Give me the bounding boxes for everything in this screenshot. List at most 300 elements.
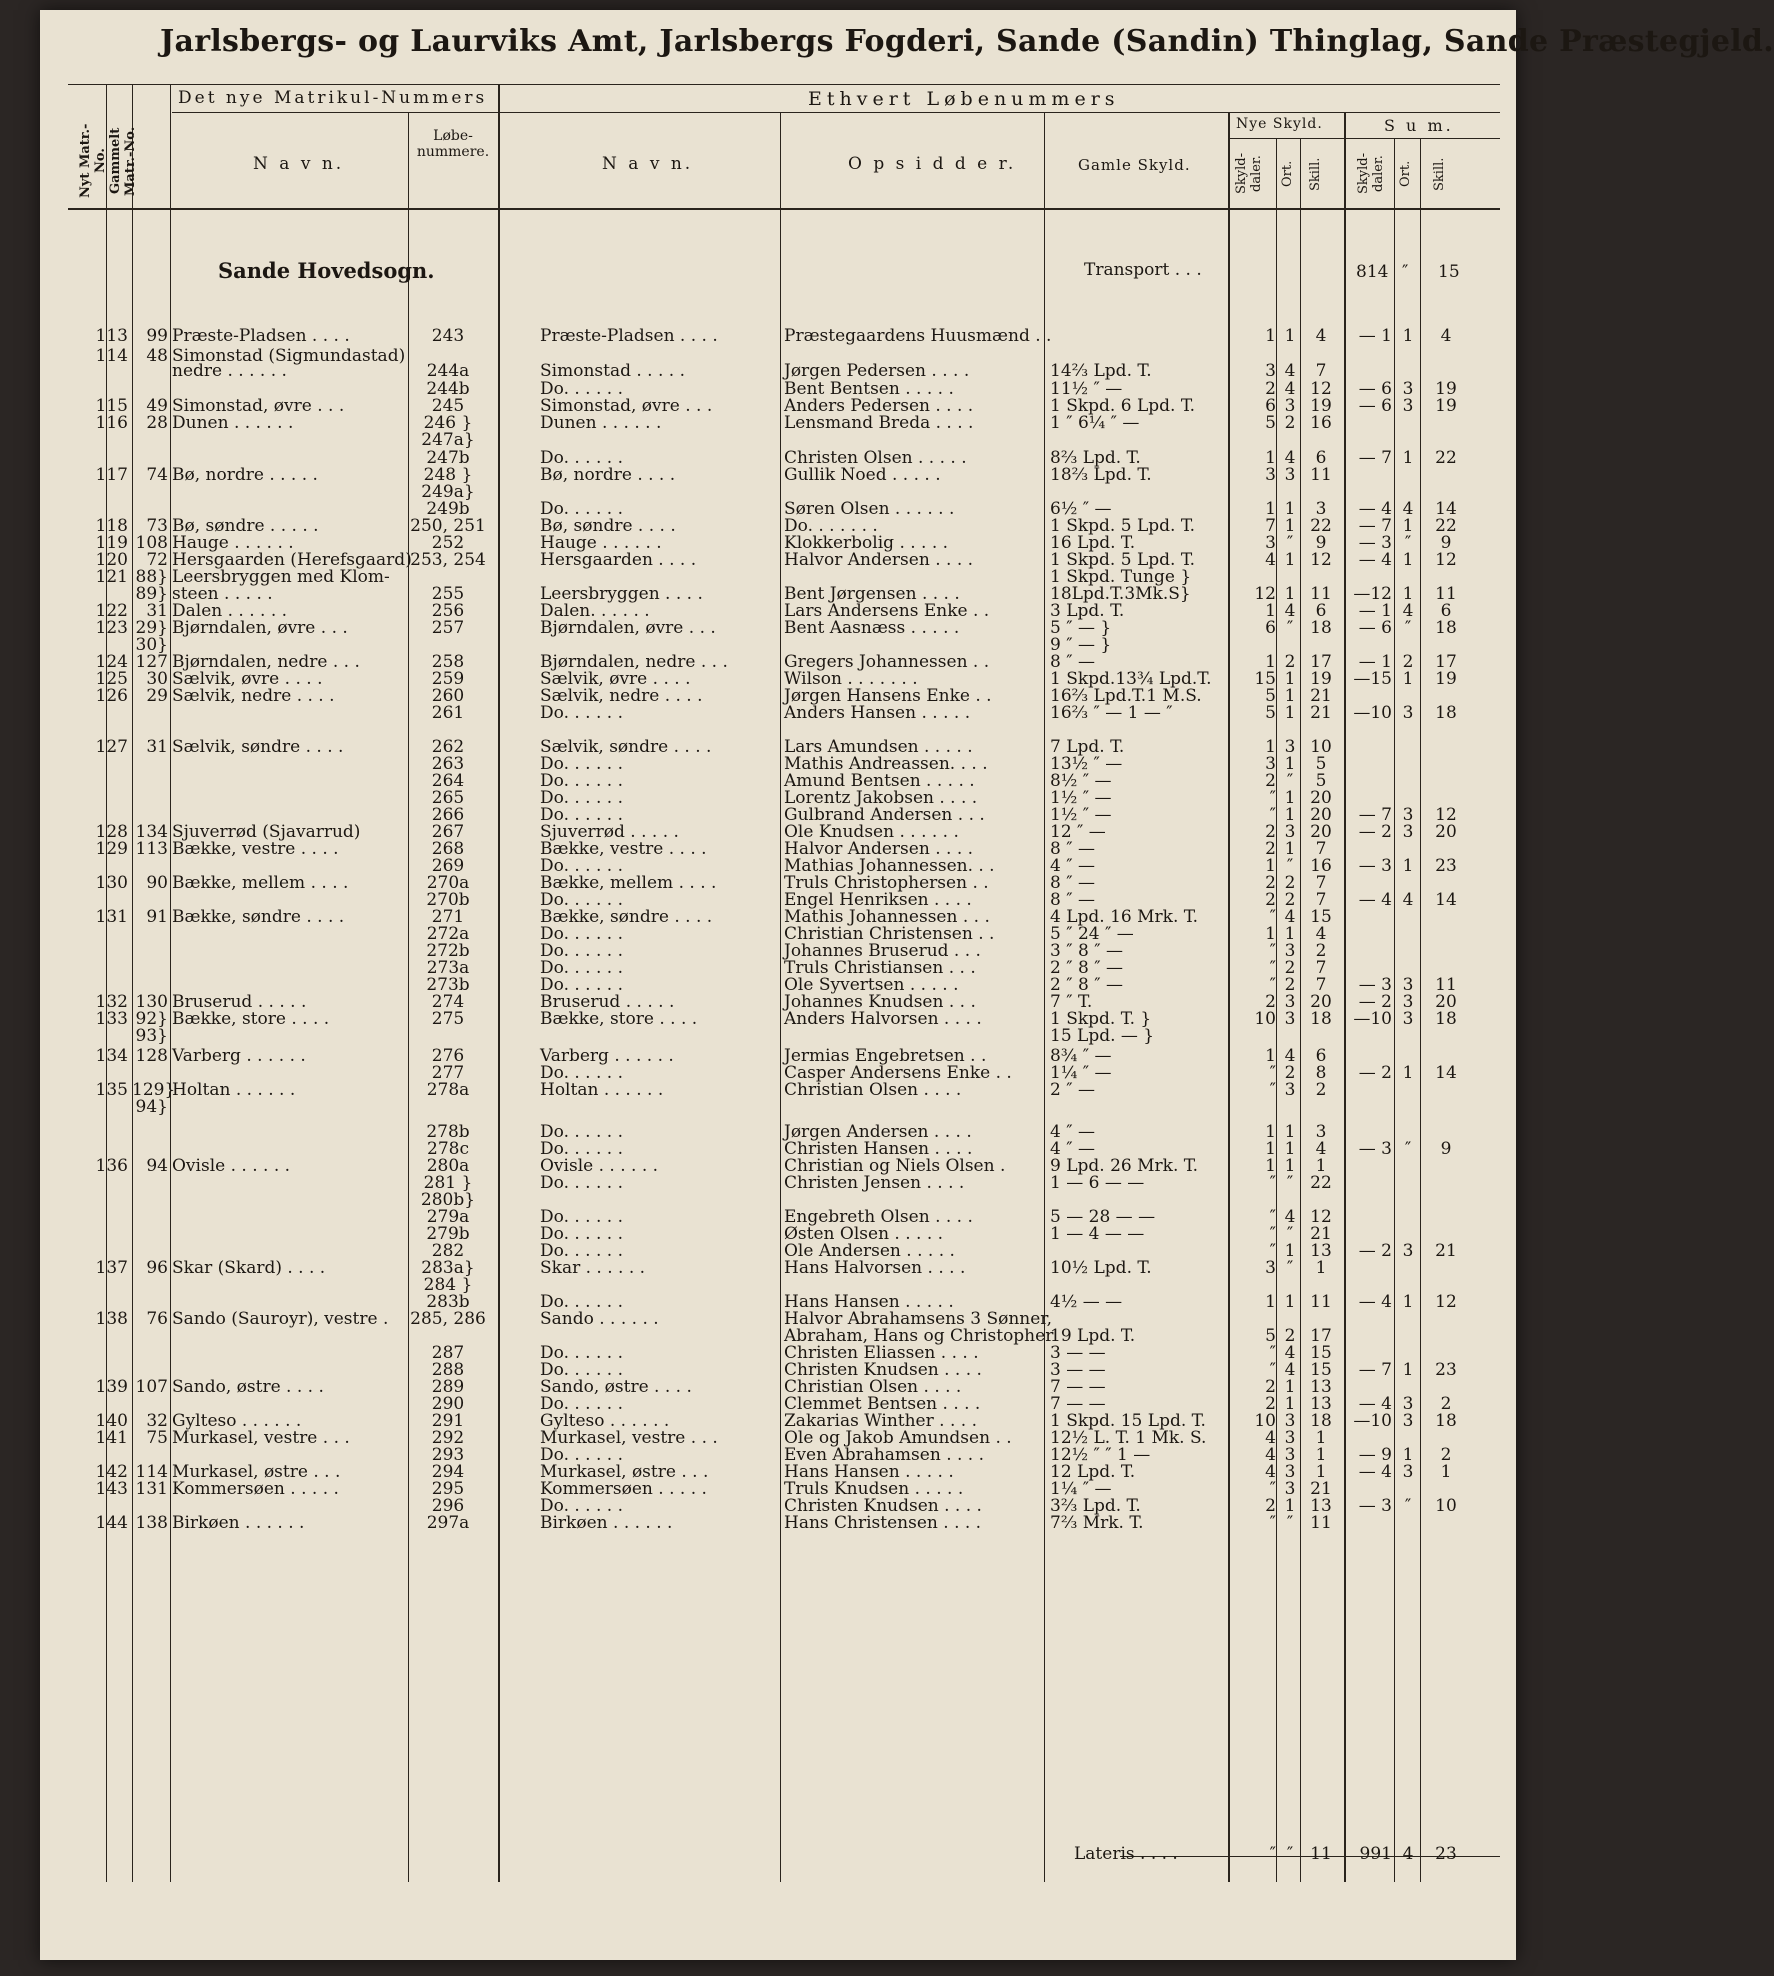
nye-skyld-daler: 1	[1265, 856, 1276, 876]
sum-skill: 9	[1440, 533, 1452, 553]
nye-skyld-ort: 3	[1284, 1428, 1296, 1448]
nye-skyld-daler: 4	[1265, 1428, 1276, 1448]
header-ethvert: Ethvert Løbenummers	[808, 88, 1120, 110]
sum-skill: 11	[1435, 975, 1457, 995]
nye-skyld-skill: 3	[1315, 1122, 1327, 1142]
gamle-skyld: 7⅔ Mrk. T.	[1050, 1513, 1144, 1533]
gamle-skyld: 19 Lpd. T.	[1050, 1326, 1136, 1346]
nye-skyld-daler: 2	[1265, 1394, 1276, 1414]
nye-skyld-daler: 10	[1254, 1009, 1276, 1029]
lateris-skill: 11	[1310, 1844, 1332, 1864]
nyt-matr-no: 138	[95, 1309, 128, 1329]
gammelt-matr-no: 94	[146, 1156, 168, 1176]
nye-skyld-daler: ″	[1269, 788, 1276, 808]
opsidder: Gullik Noed . . . . .	[784, 465, 941, 485]
matrikel-navn: Bø, søndre . . . . .	[172, 516, 319, 536]
opsidder: Præstegaardens Huusmænd . .	[784, 326, 1052, 346]
gamle-skyld: 5 — 28 — —	[1050, 1207, 1156, 1227]
gammelt-matr-no: 48	[146, 346, 168, 366]
matrikel-navn: Murkasel, østre . . .	[172, 1462, 341, 1482]
sum-skill: 2	[1440, 1394, 1452, 1414]
nye-skyld-skill: 7	[1315, 873, 1327, 893]
lobenummer-navn: Do. . . . . .	[540, 856, 624, 876]
lobenummer: 270a	[426, 873, 470, 893]
nye-skyld-daler: 4	[1265, 1445, 1276, 1465]
nye-skyld-skill: 7	[1315, 839, 1327, 859]
lateris-ort: ″	[1286, 1844, 1294, 1864]
nye-skyld-daler: 3	[1265, 533, 1276, 553]
nye-skyld-skill: 2	[1315, 1080, 1327, 1100]
opsidder: Christen Jensen . . . .	[784, 1173, 965, 1193]
lobenummer: 292	[431, 1428, 465, 1448]
nye-skyld-daler: ″	[1269, 907, 1276, 927]
opsidder: Jørgen Andersen . . . .	[784, 1122, 972, 1142]
nye-skyld-ort: ″	[1286, 618, 1294, 638]
lobenummer-navn: Do. . . . . .	[540, 1122, 624, 1142]
lobenummer: 279a	[426, 1207, 470, 1227]
opsidder: Østen Olsen . . . . .	[784, 1224, 944, 1244]
gamle-skyld: 12 ″ —	[1050, 822, 1106, 842]
lobenummer-navn: Dunen . . . . . .	[540, 413, 662, 433]
header-opsidder: O p s i d d e r.	[848, 154, 1017, 174]
nye-skyld-daler: 1	[1265, 924, 1276, 944]
table-row	[68, 703, 1500, 724]
nye-skyld-ort: 4	[1284, 448, 1296, 468]
opsidder: Johannes Knudsen . . .	[784, 992, 976, 1012]
gamle-skyld: 12 Lpd. T.	[1050, 1462, 1136, 1482]
lobenummer-navn: Do. . . . . .	[540, 499, 624, 519]
nyt-matr-no: 126	[95, 686, 128, 706]
sum-skill: 12	[1435, 805, 1457, 825]
nye-skyld-ort: 1	[1284, 1139, 1296, 1159]
lobenummer: 297a	[426, 1513, 470, 1533]
sum-daler: —10	[1353, 703, 1392, 723]
lobenummer: 277	[431, 1063, 465, 1083]
lobenummer: 276	[431, 1046, 465, 1066]
lobenummer-navn: Bø, nordre . . . .	[540, 465, 676, 485]
sum-skill: 10	[1435, 1496, 1457, 1516]
nyt-matr-no: 130	[95, 873, 128, 893]
gamle-skyld: 1 Skpd. 6 Lpd. T.	[1050, 396, 1196, 416]
nyt-matr-no: 128	[95, 822, 128, 842]
matrikel-navn: Sjuverrød (Sjavarrud)	[172, 822, 361, 842]
nye-skyld-skill: 13	[1310, 1377, 1332, 1397]
gamle-skyld: 1 Skpd. Tunge }	[1050, 567, 1192, 587]
gamle-skyld: 1¼ ″ —	[1050, 1063, 1112, 1083]
gammelt-matr-no: 94}	[135, 1097, 168, 1117]
gamle-skyld: 9 Lpd. 26 Mrk. T.	[1050, 1156, 1199, 1176]
sum-ort: 3	[1402, 805, 1414, 825]
table-row	[68, 1513, 1500, 1534]
lobenummer-navn: Do. . . . . .	[540, 379, 624, 399]
opsidder: Ole Knudsen . . . . . .	[784, 822, 959, 842]
nyt-matr-no: 127	[95, 737, 128, 757]
sum-daler: — 2	[1358, 822, 1392, 842]
nyt-matr-no: 133	[95, 1009, 128, 1029]
gamle-skyld: 3⅔ Lpd. T.	[1050, 1496, 1141, 1516]
nye-skyld-daler: 1	[1265, 737, 1276, 757]
matrikel-navn: nedre . . . . . .	[172, 361, 287, 381]
lobenummer-navn: Bække, mellem . . . .	[540, 873, 717, 893]
sum-ort: ″	[1404, 533, 1412, 553]
opsidder: Hans Halvorsen . . . .	[784, 1258, 966, 1278]
lobenummer-navn: Do. . . . . .	[540, 1360, 624, 1380]
opsidder: Amund Bentsen . . . . .	[784, 771, 975, 791]
gamle-skyld: 8¾ ″ —	[1050, 1046, 1112, 1066]
matrikel-navn: Dunen . . . . . .	[172, 413, 294, 433]
nye-skyld-daler: 5	[1265, 413, 1276, 433]
nye-skyld-daler: 2	[1265, 379, 1276, 399]
nye-skyld-skill: 12	[1310, 1207, 1332, 1227]
sum-daler: — 6	[1358, 618, 1392, 638]
opsidder: Engel Henriksen . . . .	[784, 890, 972, 910]
sum-daler: —15	[1353, 669, 1392, 689]
nye-skyld-ort: 1	[1284, 1292, 1296, 1312]
nye-skyld-skill: 18	[1310, 1411, 1332, 1431]
sum-skill: 22	[1435, 448, 1457, 468]
lobenummer-navn: Do. . . . . .	[540, 1292, 624, 1312]
page-title: Jarlsbergs- og Laurviks Amt, Jarlsbergs Fogderi, Sande (Sandin) Thinglag, Sande Præstegjeld.	[160, 24, 1774, 59]
sum-skill: 23	[1435, 1360, 1457, 1380]
nyt-matr-no: 136	[95, 1156, 128, 1176]
lobenummer: 275	[431, 1009, 465, 1029]
lobenummer: 273a	[426, 958, 470, 978]
sum-skill: 6	[1440, 601, 1452, 621]
lobenummer: 291	[431, 1411, 465, 1431]
lobenummer: 274	[431, 992, 465, 1012]
nye-skyld-skill: 18	[1310, 618, 1332, 638]
lobenummer-navn: Gylteso . . . . . .	[540, 1411, 670, 1431]
lobenummer: 247b	[426, 448, 470, 468]
nye-skyld-skill: 15	[1310, 1360, 1332, 1380]
opsidder: Even Abrahamsen . . . .	[784, 1445, 985, 1465]
matrikel-navn: Holtan . . . . . .	[172, 1080, 296, 1100]
gamle-skyld: 18Lpd.T.3Mk.S}	[1050, 584, 1191, 604]
lobenummer: 272b	[426, 941, 470, 961]
nye-skyld-skill: 15	[1310, 1343, 1332, 1363]
nye-skyld-ort: 3	[1284, 822, 1296, 842]
lobenummer: 287	[431, 1343, 465, 1363]
gammelt-matr-no: 96	[146, 1258, 168, 1278]
lobenummer: 245	[431, 396, 465, 416]
gamle-skyld: 8 ″ —	[1050, 873, 1095, 893]
opsidder: Bent Bentsen . . . . .	[784, 379, 954, 399]
sum-skill: 19	[1435, 669, 1457, 689]
lobenummer: 246 }	[423, 413, 473, 433]
nye-skyld-daler: 2	[1265, 839, 1276, 859]
nyt-matr-no: 122	[95, 601, 128, 621]
lobenummer-navn: Birkøen . . . . . .	[540, 1513, 673, 1533]
gammelt-matr-no: 131	[135, 1479, 168, 1499]
nye-skyld-skill: 3	[1315, 499, 1327, 519]
lobenummer: 295	[431, 1479, 465, 1499]
sum-ort: 1	[1402, 1360, 1414, 1380]
nye-skyld-skill: 5	[1315, 754, 1327, 774]
nye-skyld-daler: 12	[1254, 584, 1276, 604]
nye-skyld-ort: ″	[1286, 1224, 1294, 1244]
gamle-skyld: 8½ ″ —	[1050, 771, 1112, 791]
opsidder: Casper Andersens Enke . .	[784, 1063, 1012, 1083]
gamle-skyld: 2 ″ 8 ″ —	[1050, 958, 1123, 978]
nyt-matr-no: 123	[95, 618, 128, 638]
sum-skill: 2	[1440, 1445, 1452, 1465]
opsidder: Mathis Andreassen. . . .	[784, 754, 988, 774]
nye-skyld-skill: 4	[1315, 924, 1327, 944]
lobenummer-navn: Do. . . . . .	[540, 703, 624, 723]
nye-skyld-skill: 20	[1310, 805, 1332, 825]
nye-skyld-daler: ″	[1269, 1343, 1276, 1363]
lobenummer-navn: Do. . . . . .	[540, 788, 624, 808]
lobenummer: 284 }	[423, 1275, 473, 1295]
gammelt-matr-no: 75	[146, 1428, 168, 1448]
nye-skyld-ort: 4	[1284, 361, 1296, 381]
sum-daler: — 3	[1358, 975, 1392, 995]
gammelt-matr-no: 107	[135, 1377, 168, 1397]
nye-skyld-ort: 2	[1284, 890, 1296, 910]
opsidder: Christian og Niels Olsen .	[784, 1156, 1006, 1176]
gamle-skyld: 4 ″ —	[1050, 1139, 1095, 1159]
gammelt-matr-no: 32	[146, 1411, 168, 1431]
nye-skyld-skill: 11	[1310, 584, 1332, 604]
nyt-matr-no: 137	[95, 1258, 128, 1278]
matrikel-navn: Bjørndalen, nedre . . .	[172, 652, 360, 672]
sum-skill: 22	[1435, 516, 1457, 536]
opsidder: Jermias Engebretsen . .	[784, 1046, 987, 1066]
nye-skyld-daler: 1	[1265, 601, 1276, 621]
lobenummer: 266	[431, 805, 465, 825]
nyt-matr-no: 114	[95, 346, 128, 366]
nye-skyld-daler: 1	[1265, 1122, 1276, 1142]
opsidder: Gregers Johannessen . .	[784, 652, 990, 672]
opsidder: Christen Knudsen . . . .	[784, 1496, 982, 1516]
sum-daler: — 7	[1358, 516, 1392, 536]
opsidder: Mathis Johannessen . . .	[784, 907, 990, 927]
lobenummer-navn: Murkasel, vestre . . .	[540, 1428, 718, 1448]
lobenummer-navn: Do. . . . . .	[540, 448, 624, 468]
sum-ort: 4	[1402, 601, 1414, 621]
opsidder: Clemmet Bentsen . . . .	[784, 1394, 981, 1414]
matrikel-navn: Bække, store . . . .	[172, 1009, 330, 1029]
nyt-matr-no: 120	[95, 550, 128, 570]
sum-daler: — 4	[1358, 499, 1392, 519]
lobenummer: 282	[431, 1241, 465, 1261]
sum-daler: — 7	[1358, 1360, 1392, 1380]
lobenummer: 243	[431, 326, 465, 346]
opsidder: Hans Hansen . . . . .	[784, 1462, 954, 1482]
matrikel-navn: Gylteso . . . . . .	[172, 1411, 302, 1431]
ledger-page	[40, 10, 1774, 1960]
header-nye-skyld: Nye Skyld.	[1236, 116, 1323, 132]
gammelt-matr-no: 31	[146, 601, 168, 621]
sum-ort: 1	[1402, 669, 1414, 689]
gammelt-matr-no: 91	[146, 907, 168, 927]
lobenummer-navn: Hersgaarden . . . .	[540, 550, 697, 570]
nye-skyld-skill: 1	[1315, 1156, 1327, 1176]
nye-skyld-ort: ″	[1286, 856, 1294, 876]
gamle-skyld: 3 — —	[1050, 1343, 1106, 1363]
lobenummer: 273b	[426, 975, 470, 995]
gamle-skyld: 2 ″ 8 ″ —	[1050, 975, 1123, 995]
gammelt-matr-no: 114	[135, 1462, 168, 1482]
header-lobenummere: Løbe-nummere.	[416, 128, 490, 160]
nye-skyld-daler: ″	[1269, 1224, 1276, 1244]
opsidder: Hans Hansen . . . . .	[784, 1292, 954, 1312]
nye-skyld-daler: 1	[1265, 448, 1276, 468]
gamle-skyld: 7 — —	[1050, 1377, 1106, 1397]
matrikel-navn: Dalen . . . . . .	[172, 601, 288, 621]
matrikel-navn: Præste-Pladsen . . . .	[172, 326, 350, 346]
opsidder: Ole Andersen . . . . .	[784, 1241, 955, 1261]
nye-skyld-daler: 5	[1265, 686, 1276, 706]
gamle-skyld: 4 Lpd. 16 Mrk. T.	[1050, 907, 1199, 927]
sum-daler: —12	[1353, 584, 1392, 604]
sum-ort: 3	[1402, 1394, 1414, 1414]
opsidder: Ole og Jakob Amundsen . .	[784, 1428, 1012, 1448]
sum-ort: 1	[1402, 584, 1414, 604]
nye-skyld-daler: 2	[1265, 1377, 1276, 1397]
nyt-matr-no: 113	[95, 326, 128, 346]
lobenummer: 260	[431, 686, 465, 706]
gamle-skyld: 5 ″ 24 ″ —	[1050, 924, 1134, 944]
nye-skyld-skill: 7	[1315, 361, 1327, 381]
lobenummer-navn: Sælvik, søndre . . . .	[540, 737, 712, 757]
nye-skyld-daler: ″	[1269, 1479, 1276, 1499]
nye-skyld-skill: 9	[1315, 533, 1327, 553]
sum-ort: 1	[1402, 448, 1414, 468]
sum-daler: — 1	[1358, 652, 1392, 672]
gammelt-matr-no: 73	[146, 516, 168, 536]
opsidder: Christian Christensen . .	[784, 924, 995, 944]
lobenummer-navn: Bjørndalen, nedre . . .	[540, 652, 728, 672]
nye-skyld-skill: 15	[1310, 907, 1332, 927]
matrikel-navn: Bække, søndre . . . .	[172, 907, 345, 927]
matrikel-navn: Sando, østre . . . .	[172, 1377, 324, 1397]
lobenummer: 261	[431, 703, 465, 723]
nye-skyld-daler: ″	[1269, 1513, 1276, 1533]
lobenummer: 262	[431, 737, 465, 757]
nyt-matr-no: 131	[95, 907, 128, 927]
nye-skyld-daler: ″	[1269, 1080, 1276, 1100]
opsidder: Klokkerbolig . . . . .	[784, 533, 949, 553]
nyt-matr-no: 139	[95, 1377, 128, 1397]
nye-skyld-skill: 18	[1310, 1009, 1332, 1029]
gammelt-matr-no: 49	[146, 396, 168, 416]
nye-skyld-skill: 6	[1315, 601, 1327, 621]
nye-skyld-daler: ″	[1269, 1173, 1276, 1193]
sum-ort: 3	[1402, 992, 1414, 1012]
nye-skyld-ort: 3	[1284, 1411, 1296, 1431]
matrikel-navn: Simonstad, øvre . . .	[172, 396, 345, 416]
sum-daler: — 1	[1358, 326, 1392, 346]
gamle-skyld: 15 Lpd. — }	[1050, 1026, 1155, 1046]
nye-skyld-daler: 2	[1265, 771, 1276, 791]
nye-skyld-daler: 1	[1265, 499, 1276, 519]
lateris-sum-ort: 4	[1402, 1844, 1414, 1864]
nye-skyld-daler: 1	[1265, 1156, 1276, 1176]
sum-ort: 1	[1402, 326, 1414, 346]
nye-skyld-skill: 17	[1310, 652, 1332, 672]
nye-skyld-skill: 19	[1310, 396, 1332, 416]
lobenummer-navn: Do. . . . . .	[540, 771, 624, 791]
nyt-matr-no: 144	[95, 1513, 128, 1533]
sum-ort: ″	[1404, 1496, 1412, 1516]
lobenummer-navn: Sjuverrød . . . . .	[540, 822, 679, 842]
sum-daler: — 3	[1358, 1139, 1392, 1159]
nye-skyld-ort: 4	[1284, 1360, 1296, 1380]
sum-skill: 4	[1440, 326, 1452, 346]
nye-skyld-skill: 21	[1310, 686, 1332, 706]
sum-ort: 1	[1402, 1292, 1414, 1312]
nyt-matr-no: 134	[95, 1046, 128, 1066]
nye-skyld-skill: 6	[1315, 1046, 1327, 1066]
header-skyld-daler: Skyld-daler.	[1234, 153, 1264, 195]
sum-skill: 9	[1440, 1139, 1452, 1159]
matrikel-navn: Varberg . . . . . .	[172, 1046, 306, 1066]
lobenummer: 263	[431, 754, 465, 774]
sum-ort: 3	[1402, 1462, 1414, 1482]
nye-skyld-ort: 4	[1284, 379, 1296, 399]
lobenummer-navn: Do. . . . . .	[540, 805, 624, 825]
nye-skyld-daler: ″	[1269, 1207, 1276, 1227]
sum-ort: 3	[1402, 1241, 1414, 1261]
gammelt-matr-no: 30}	[135, 635, 168, 655]
nye-skyld-daler: 10	[1254, 1411, 1276, 1431]
opsidder: Christen Olsen . . . . .	[784, 448, 967, 468]
nye-skyld-ort: 4	[1284, 601, 1296, 621]
nyt-matr-no: 132	[95, 992, 128, 1012]
gamle-skyld: 12½ ″ ″ 1 —	[1050, 1445, 1151, 1465]
nye-skyld-skill: 20	[1310, 822, 1332, 842]
header-sum-skyld-daler: Skyld-daler.	[1356, 153, 1386, 195]
opsidder: Anders Halvorsen . . . .	[784, 1009, 982, 1029]
matrikel-navn: Bruserud . . . . .	[172, 992, 307, 1012]
nye-skyld-ort: 3	[1284, 396, 1296, 416]
nye-skyld-daler: 1	[1265, 1292, 1276, 1312]
lobenummer: 248 }	[423, 465, 473, 485]
lobenummer-navn: Do. . . . . .	[540, 1224, 624, 1244]
sum-daler: —10	[1353, 1411, 1392, 1431]
gamle-skyld: 1 Skpd. 5 Lpd. T.	[1050, 550, 1196, 570]
nye-skyld-daler: 5	[1265, 1326, 1276, 1346]
nyt-matr-no: 121	[95, 567, 128, 587]
gamle-skyld: 5 ″ — }	[1050, 618, 1112, 638]
nye-skyld-ort: 1	[1284, 1156, 1296, 1176]
gamle-skyld: 7 ″ T.	[1050, 992, 1093, 1012]
sum-skill: 14	[1435, 890, 1457, 910]
nye-skyld-daler: ″	[1269, 975, 1276, 995]
gamle-skyld: 1 Skpd. 5 Lpd. T.	[1050, 516, 1196, 536]
sum-skill: 20	[1435, 822, 1457, 842]
nye-skyld-daler: 6	[1265, 618, 1276, 638]
lobenummer-navn: Do. . . . . .	[540, 941, 624, 961]
gamle-skyld: 4 ″ —	[1050, 856, 1095, 876]
lobenummer: 250, 251	[410, 516, 486, 536]
nye-skyld-daler: ″	[1269, 805, 1276, 825]
nye-skyld-skill: 13	[1310, 1496, 1332, 1516]
nye-skyld-ort: 3	[1284, 1080, 1296, 1100]
nye-skyld-skill: 10	[1310, 737, 1332, 757]
gammelt-matr-no: 129}	[132, 1080, 176, 1100]
nyt-matr-no: 125	[95, 669, 128, 689]
header-navn: N a v n.	[253, 154, 345, 174]
lobenummer: 264	[431, 771, 465, 791]
nye-skyld-daler: 1	[1265, 1046, 1276, 1066]
gamle-skyld: 7 Lpd. T.	[1050, 737, 1125, 757]
sum-skill: 18	[1435, 1009, 1457, 1029]
gammelt-matr-no: 138	[135, 1513, 168, 1533]
gamle-skyld: 1½ ″ —	[1050, 788, 1112, 808]
opsidder: Bent Jørgensen . . . .	[784, 584, 960, 604]
